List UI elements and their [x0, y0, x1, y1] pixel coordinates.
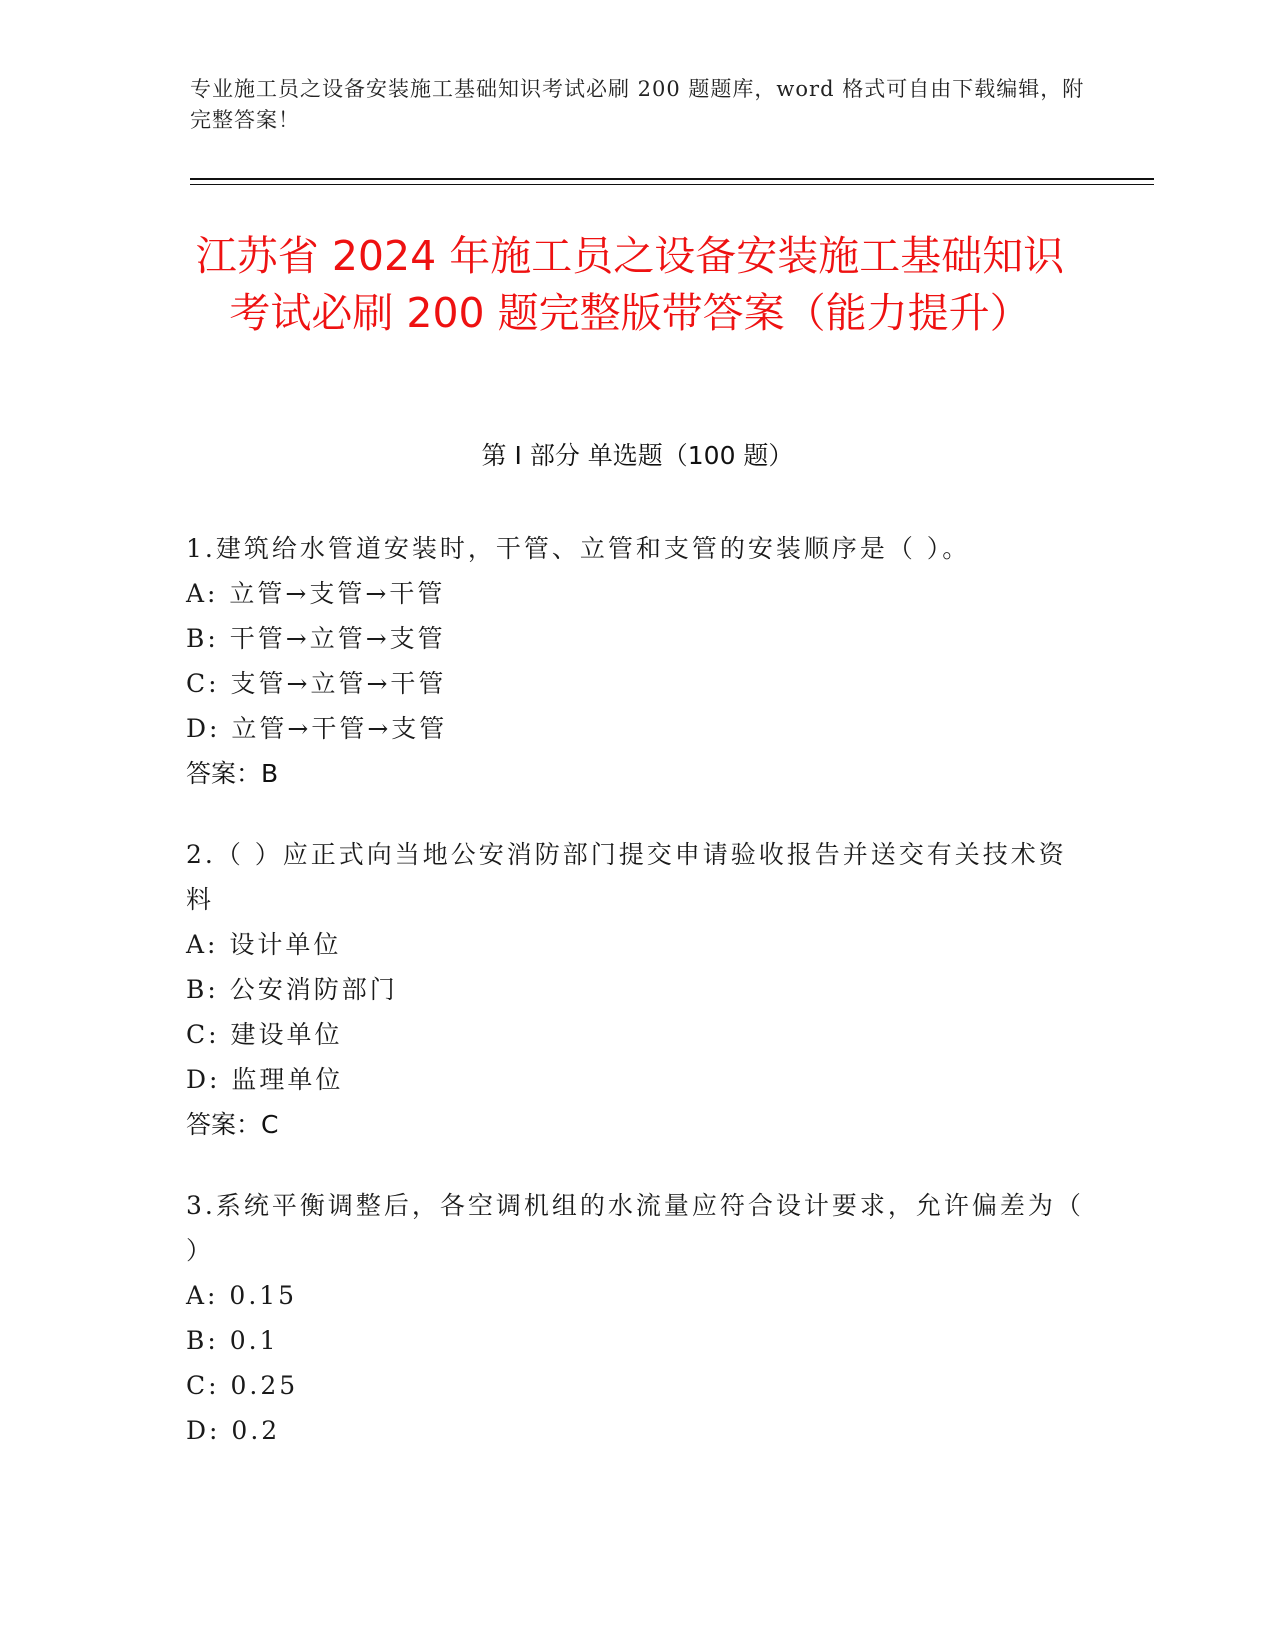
option-d: D: 0.2 — [186, 1416, 281, 1445]
answer: 答案：B — [186, 759, 279, 788]
question-2 — [186, 832, 1086, 1147]
option-d: D: 立管→干管→支管 — [186, 714, 448, 743]
header-note: 专业施工员之设备安装施工基础知识考试必刷 200 题题库，word 格式可自由下载编辑，附完整答案！ — [190, 77, 1085, 132]
option-a: A: 立管→支管→干管 — [186, 579, 446, 608]
option-c: C: 建设单位 — [186, 1020, 343, 1049]
question-3 — [186, 1183, 1086, 1453]
question-stem: 3.系统平衡调整后，各空调机组的水流量应符合设计要求，允许偏差为（ ） — [186, 1191, 1084, 1265]
option-b: B: 0.1 — [186, 1326, 279, 1355]
question-list — [186, 526, 1086, 1489]
document-title: 江苏省 2024 年施工员之设备安装施工基础知识考试必刷 200 题完整版带答案（能力提升） — [195, 232, 1065, 337]
option-c: C: 支管→立管→干管 — [186, 669, 447, 698]
option-a: A: 设计单位 — [186, 930, 342, 959]
header-divider-thin — [190, 184, 1154, 185]
answer: 答案：C — [186, 1110, 279, 1139]
option-a: A: 0.15 — [186, 1281, 298, 1310]
header-divider-thick — [190, 178, 1154, 180]
question-stem: 1.建筑给水管道安装时，干管、立管和支管的安装顺序是（ ）。 — [186, 534, 971, 563]
option-b: B: 干管→立管→支管 — [186, 624, 446, 653]
option-b: B: 公安消防部门 — [186, 975, 398, 1004]
section-heading: 第 I 部分 单选题（100 题） — [481, 441, 794, 470]
question-1 — [186, 526, 1086, 796]
option-d: D: 监理单位 — [186, 1065, 344, 1094]
question-stem: 2.（ ）应正式向当地公安消防部门提交申请验收报告并送交有关技术资料 — [186, 840, 1067, 914]
option-c: C: 0.25 — [186, 1371, 299, 1400]
